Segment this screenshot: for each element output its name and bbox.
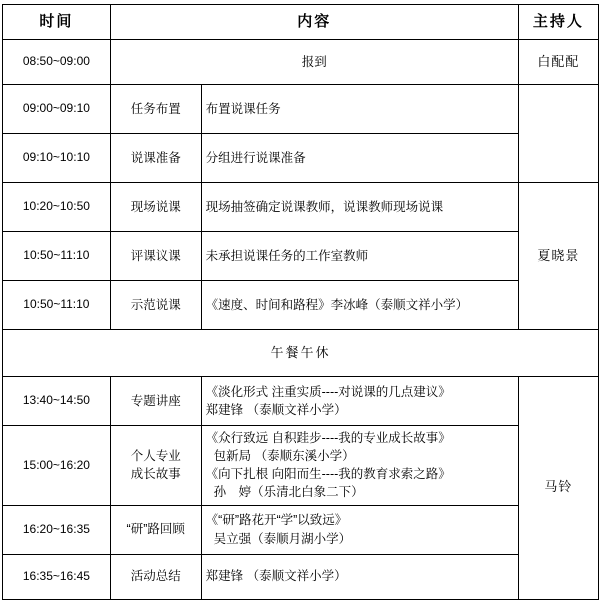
cell-task: 说课准备 — [110, 134, 201, 183]
content-line: 《淡化形式 注重实质----对说课的几点建议》 — [205, 384, 451, 399]
table-row — [3, 281, 599, 330]
cell-time: 13:40~14:50 — [3, 377, 111, 426]
cell-task: “研”路回顾 — [110, 505, 201, 554]
cell-task: 现场说课 — [110, 183, 201, 232]
table-row — [3, 85, 599, 134]
cell-content: 现场抽签确定说课教师，说课教师现场说课 — [201, 183, 518, 232]
cell-content: 分组进行说课准备 — [201, 134, 518, 183]
table-row-break — [3, 330, 599, 377]
content-line: 孙 婷（乐清北白象二下） — [213, 485, 364, 500]
cell-time: 16:20~16:35 — [3, 505, 111, 554]
cell-time: 15:00~16:20 — [3, 426, 111, 506]
cell-host — [518, 85, 598, 183]
cell-time: 10:50~11:10 — [3, 281, 111, 330]
table-row — [3, 134, 599, 183]
cell-task: 任务布置 — [110, 85, 201, 134]
cell-time: 09:10~10:10 — [3, 134, 111, 183]
cell-content — [201, 505, 518, 554]
cell-task: 活动总结 — [110, 554, 201, 599]
cell-time: 08:50~09:00 — [3, 40, 111, 85]
cell-break-label: 午餐午休 — [3, 330, 599, 377]
task-line: 成长故事 — [130, 467, 181, 482]
cell-time: 09:00~09:10 — [3, 85, 111, 134]
cell-content: 未承担说课任务的工作室教师 — [201, 232, 518, 281]
table-row — [3, 426, 599, 506]
content-line: 郑建锋 （泰顺文祥小学） — [205, 403, 347, 417]
header-content: 内容 — [110, 5, 518, 40]
cell-task: 评课议课 — [110, 232, 201, 281]
cell-time: 10:20~10:50 — [3, 183, 111, 232]
task-line: 个人专业 — [130, 449, 181, 464]
table-row — [3, 377, 599, 426]
table-row — [3, 183, 599, 232]
table-header-row — [3, 5, 599, 40]
cell-content: 布置说课任务 — [201, 85, 518, 134]
table-row — [3, 40, 599, 85]
cell-task: 专题讲座 — [110, 377, 201, 426]
cell-content: 郑建锋 （泰顺文祥小学） — [201, 554, 518, 599]
cell-content — [201, 426, 518, 506]
cell-host: 马铃 — [518, 377, 598, 600]
table-row — [3, 232, 599, 281]
cell-content: 《速度、时间和路程》李冰峰（泰顺文祥小学） — [201, 281, 518, 330]
cell-host: 夏晓景 — [518, 183, 598, 330]
cell-task — [110, 426, 201, 506]
header-time: 时间 — [3, 5, 111, 40]
content-line: 吴立强（泰顺月湖小学） — [213, 531, 352, 546]
table-row — [3, 554, 599, 599]
cell-content — [201, 377, 518, 426]
cell-content: 报到 — [110, 40, 518, 85]
content-line: 《众行致远 自积跬步----我的专业成长故事》 — [205, 431, 451, 445]
cell-time: 10:50~11:10 — [3, 232, 111, 281]
content-line: 《“研”路花开“学”以致远》 — [205, 513, 348, 528]
cell-task: 示范说课 — [110, 281, 201, 330]
header-host: 主持人 — [518, 5, 598, 40]
table-row — [3, 505, 599, 554]
cell-host: 白配配 — [518, 40, 598, 85]
content-line: 《向下扎根 向阳而生----我的教育求索之路》 — [205, 467, 451, 482]
content-line: 包新局 （泰顺东溪小学） — [213, 449, 355, 464]
schedule-table — [2, 4, 599, 600]
cell-time: 16:35~16:45 — [3, 554, 111, 599]
